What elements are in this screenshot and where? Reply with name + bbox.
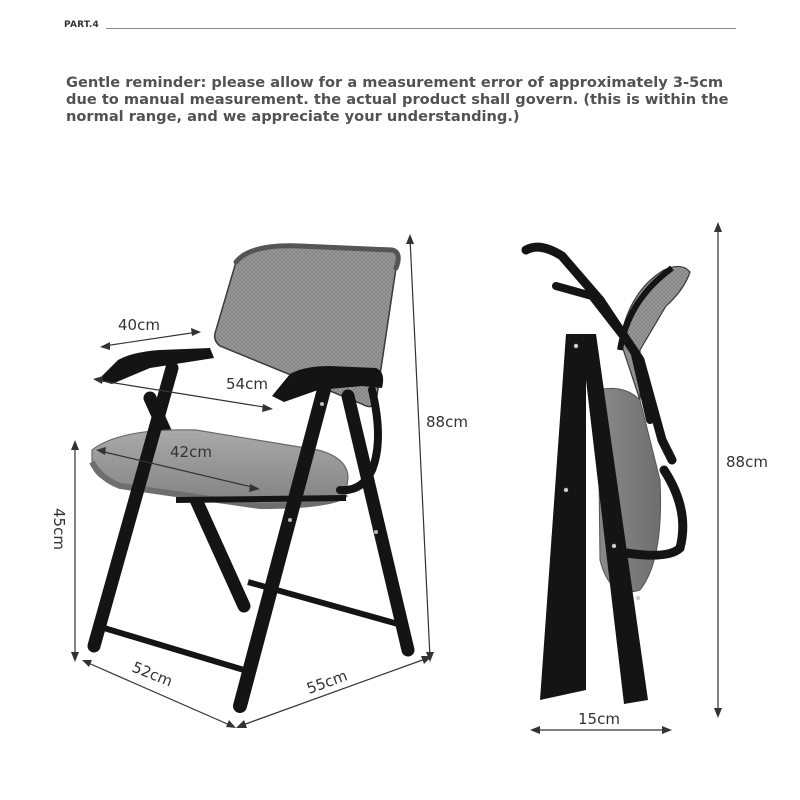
dimension-base-width: 55cm xyxy=(304,666,350,698)
folded-chair-illustration xyxy=(526,247,690,704)
dimension-base-depth: 52cm xyxy=(129,658,176,691)
dimension-folded-thickness: 15cm xyxy=(578,710,620,728)
measurement-notice: Gentle reminder: please allow for a measurement error of approximately 3-5cm due to manual measurement. the actual product shall govern. (this is within the normal range, and we appreciate your understanding.) xyxy=(66,74,729,125)
dimension-armrest-length: 40cm xyxy=(118,316,160,334)
part-label: PART.4 xyxy=(64,20,99,30)
dimension-seat-width: 54cm xyxy=(226,375,268,393)
unfolded-chair-illustration xyxy=(92,246,408,706)
dimension-folded-height: 88cm xyxy=(726,453,768,471)
dimension-seat-depth: 42cm xyxy=(170,443,212,461)
dimension-seat-height: 45cm xyxy=(50,508,68,550)
left-armrest xyxy=(98,348,214,384)
dimension-total-height: 88cm xyxy=(426,413,468,431)
folded-front-leg xyxy=(540,334,586,700)
